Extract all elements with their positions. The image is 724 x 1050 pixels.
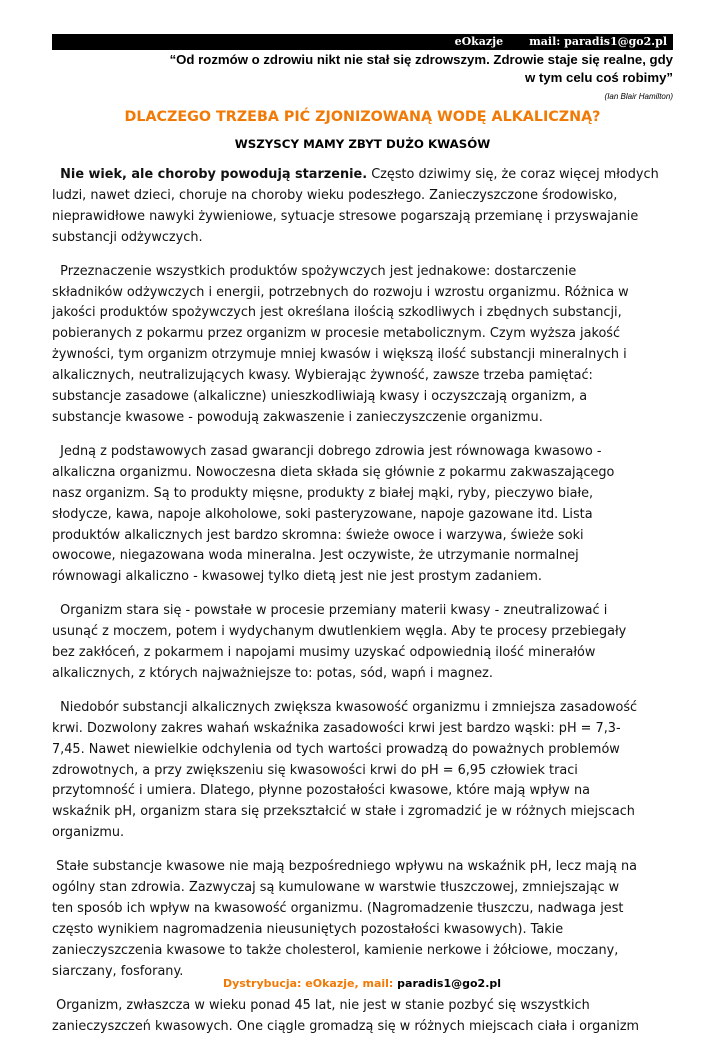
paragraph-line: ogólny stan zdrowia. Zazwyczaj są kumulowane w warstwie tłuszczowej, zmniejszając w bbox=[52, 880, 620, 896]
paragraph-line: nieprawidłowe nawyki żywieniowe, sytuacje stresowe pogarszają przemianę i przyswajanie bbox=[52, 208, 639, 224]
paragraph-line: alkalicznych, z których najważniejsze to: potas, sód, wapń i magnez. bbox=[52, 665, 493, 681]
footer bbox=[0, 977, 724, 990]
paragraph-1 bbox=[52, 165, 678, 249]
document-title: DLACZEGO TRZEBA PIĆ ZJONIZOWANĄ WODĘ ALKALICZNĄ? bbox=[124, 109, 601, 125]
paragraph-line: Jedną z podstawowych zasad gwarancji dobrego zdrowia jest równowaga kwasowo - bbox=[60, 443, 602, 459]
paragraph-4 bbox=[52, 601, 678, 685]
paragraph-5 bbox=[52, 698, 678, 844]
paragraph-line: pobieranych z pokarmu przez organizm w procesie metabolicznym. Czym wyższa jakość bbox=[52, 326, 621, 342]
paragraph-line: jakości produktów spożywczych jest określana ilością szkodliwych i zbędnych substancji, bbox=[52, 305, 622, 321]
paragraph-lead: Nie wiek, ale choroby powodują starzenie. bbox=[60, 167, 368, 182]
quote-line-2: w tym celu coś robimy” bbox=[524, 69, 673, 85]
paragraph-line: Nie wiek, ale choroby powodują starzenie. Często dziwimy się, że coraz więcej młodych bbox=[60, 167, 659, 182]
document-subtitle: WSZYSCY MAMY ZBYT DUŻO KWASÓW bbox=[234, 137, 491, 151]
paragraph-line: nasz organizm. Są to produkty mięsne, produkty z białej mąki, ryby, pieczywo białe, bbox=[52, 485, 594, 501]
paragraph-line: zdrowotnych, a przy zwiększeniu się kwasowości krwi do pH = 6,95 człowiek traci bbox=[52, 762, 578, 778]
paragraph-line: usunąć z moczem, potem i wydychanym dwutlenkiem węgla. Aby te procesy przebiegały bbox=[52, 624, 627, 640]
paragraph-line: siarczany, fosforany. bbox=[52, 963, 184, 979]
paragraph-line: Przeznaczenie wszystkich produktów spożywczych jest jednakowe: dostarczenie bbox=[60, 263, 577, 279]
footer-email: paradis1@go2.pl bbox=[397, 977, 502, 990]
paragraph-line: alkaliczna organizmu. Nowoczesna dieta składa się głównie z pokarmu zakwaszającego bbox=[52, 464, 615, 480]
paragraph-line: Organizm stara się - powstałe w procesie przemiany materii kwasy - zneutralizować i bbox=[60, 603, 608, 619]
paragraph-line: owocowe, niegazowana woda mineralna. Jest oczywiste, że utrzymanie normalnej bbox=[52, 548, 579, 564]
paragraph-line: substancje zasadowe (alkaliczne) unieszkodliwiają kwasy i oczyszczają organizm, a bbox=[52, 389, 588, 405]
paragraph-line: substancji odżywczych. bbox=[52, 229, 203, 245]
footer-label: Dystrybucja: eOkazje, mail: bbox=[222, 977, 398, 990]
paragraph-line: krwi. Dozwolony zakres wahań wskaźnika zasadowości krwi jest bardzo wąski: pH = 7,3- bbox=[52, 720, 621, 736]
quote-author: (Ian Blair Hamilton) bbox=[604, 92, 673, 101]
article-body bbox=[52, 165, 678, 1050]
paragraph-line: bez zakłóceń, z pokarmem i napojami musimy uzyskać odpowiednią ilość minerałów bbox=[52, 645, 596, 661]
paragraph-line: Niedobór substancji alkalicznych zwiększa kwasowość organizmu i zmniejsza zasadowość bbox=[60, 699, 638, 715]
paragraph-line: ten sposób ich wpływ na kwasowość organizmu. (Nagromadzenie tłuszczu, nadwaga jest bbox=[52, 901, 624, 916]
paragraph-3 bbox=[52, 442, 678, 588]
paragraph-line: zanieczyszczeń kwasowych. One ciągle gromadzą się w różnych miejscach ciała i organizm bbox=[52, 1018, 640, 1034]
paragraph-line: przytomność i umiera. Dlatego, płynne pozostałości kwasowe, które mają wpływ na bbox=[52, 783, 590, 799]
header-mail: mail: paradis1@go2.pl bbox=[529, 35, 667, 48]
paragraph-7 bbox=[52, 996, 678, 1038]
header-bar bbox=[52, 34, 673, 50]
paragraph-line: często wynikiem nagromadzenia nieusuniętych pozostałości kwasowych). Takie bbox=[52, 921, 564, 937]
paragraph-line: produktów alkalicznych jest bardzo skromna: świeże owoce i warzywa, świeże soki bbox=[52, 527, 584, 543]
paragraph-line: organizmu. bbox=[52, 825, 125, 841]
paragraph-line: 7,45. Nawet niewielkie odchylenia od tych wartości prowadzą do poważnych problemów bbox=[52, 741, 620, 757]
paragraph-line: wskaźnik pH, organizm stara się przekształcić w stałe i zgromadzić je w różnych miejscach bbox=[52, 804, 635, 820]
paragraph-line: Stałe substancje kwasowe nie mają bezpośredniego wpływu na wskaźnik pH, lecz mają na bbox=[56, 859, 638, 875]
paragraph-line: ludzi, nawet dzieci, choruje na choroby wieku podeszłego. Zanieczyszczone środowisko, bbox=[52, 187, 618, 203]
paragraph-line: Organizm, zwłaszcza w wieku ponad 45 lat, nie jest w stanie pozbyć się wszystkich bbox=[56, 997, 590, 1013]
paragraph-line: słodycze, kawa, napoje alkoholowe, soki pasteryzowane, napoje gazowane itd. Lista bbox=[52, 506, 593, 522]
paragraph-line: substancje kwasowe - powodują zakwaszenie i zanieczyszczenie organizmu. bbox=[52, 409, 543, 425]
paragraph-6 bbox=[52, 857, 678, 982]
paragraph-line: zanieczyszczenia kwasowe to także cholesterol, kamienie nerkowe i żółciowe, moczany, bbox=[52, 942, 619, 958]
paragraph-line: składników odżywczych i energii, potrzebnych do rozwoju i wzrostu organizmu. Różnica w bbox=[52, 284, 629, 300]
paragraph-line: równowagi alkaliczno - kwasowej tylko dietą jest nie jest prostym zadaniem. bbox=[52, 569, 542, 585]
quote bbox=[52, 51, 673, 86]
paragraph-line: żywności, tym organizm otrzymuje mniej kwasów i większą ilość substancji mineralnych i bbox=[52, 347, 627, 363]
paragraph-line: alkalicznych, neutralizujących kwasy. Wybierając żywność, zawsze trzeba pamiętać: bbox=[52, 368, 593, 384]
header-brand: eOkazje bbox=[454, 35, 504, 48]
quote-line-1: “Od rozmów o zdrowiu nikt nie stał się zdrowszym. Zdrowie staje się realne, gdy bbox=[169, 52, 673, 67]
paragraph-2 bbox=[52, 262, 678, 429]
